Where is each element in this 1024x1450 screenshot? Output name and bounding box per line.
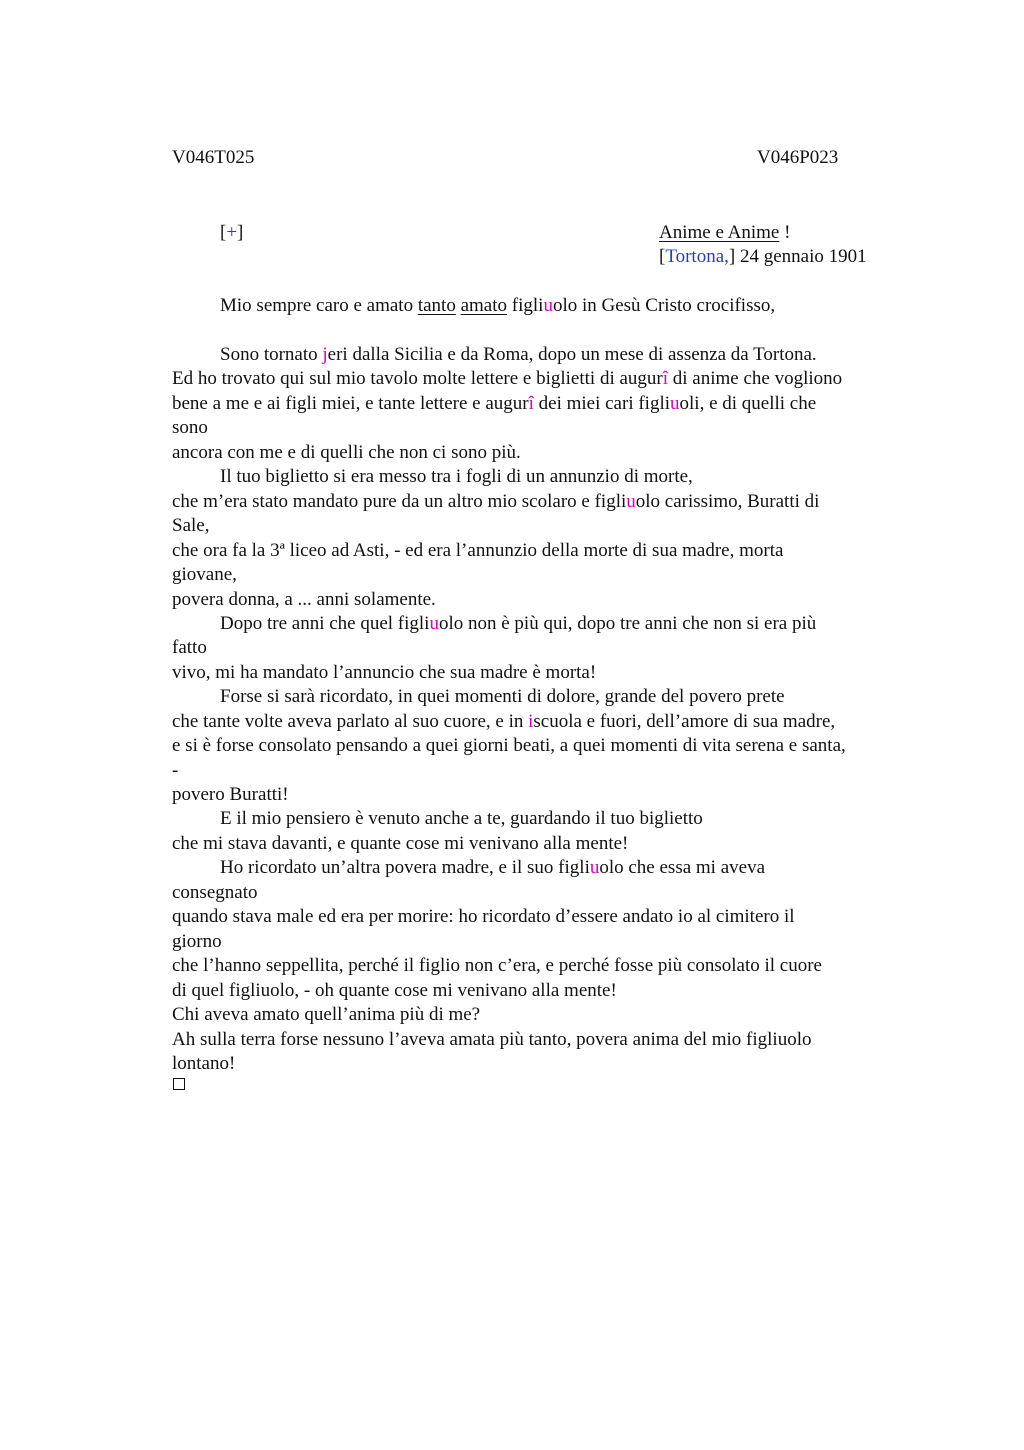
- body-line: [172, 392, 816, 416]
- text-run: Ho ricordato un’altra povera madre, e il suo figli: [220, 857, 590, 878]
- body-line: [172, 710, 835, 734]
- body-line: consegnato: [172, 882, 258, 903]
- body-line: [220, 343, 817, 367]
- body-line: -: [172, 760, 179, 781]
- text-run: oli, e di quelli che: [679, 393, 817, 414]
- body-line: [220, 856, 765, 880]
- body-line: che mi stava davanti, e quante cose mi venivano alla mente!: [172, 833, 629, 854]
- body-line: Il tuo biglietto si era messo tra i fogli di un annunzio di morte,: [220, 466, 693, 487]
- highlighted-letter: î: [662, 368, 669, 389]
- title-underlined: Anime e Anime: [659, 222, 780, 243]
- text-run: di anime che vogliono: [668, 368, 843, 389]
- body-line: giovane,: [172, 564, 237, 585]
- body-line: fatto: [172, 637, 207, 658]
- body-line: che ora fa la 3ª liceo ad Asti, - ed era l’annunzio della morte di sua madre, morta: [172, 540, 784, 561]
- text-run: scuola e fuori, dell’amore di sua madre,: [533, 711, 836, 732]
- body-line: Chi aveva amato quell’anima più di me?: [172, 1004, 481, 1025]
- body-line: [172, 367, 842, 391]
- text-run: bene a me e ai figli miei, e tante lettere e augur: [172, 393, 529, 414]
- text-run: olo non è più qui, dopo tre anni che non si era più: [438, 613, 817, 634]
- body-line: Forse si sarà ricordato, in quei momenti di dolore, grande del povero prete: [220, 686, 785, 707]
- highlighted-letter: u: [589, 857, 600, 878]
- body-line: di quel figliuolo, - oh quante cose mi venivano alla mente!: [172, 980, 617, 1001]
- body-line: povero Buratti!: [172, 784, 289, 805]
- text-run: Mio sempre caro e amato: [220, 295, 418, 316]
- highlighted-letter: u: [626, 491, 636, 512]
- text-run: che tante volte aveva parlato al suo cuore, e in: [172, 711, 529, 732]
- underlined-word: tanto: [417, 295, 456, 316]
- highlighted-letter: î: [528, 393, 534, 414]
- text-run: olo carissimo, Buratti di: [635, 491, 820, 512]
- place-bracket: [: [659, 246, 666, 267]
- bracket-close: ]: [237, 222, 244, 243]
- body-line: sono: [172, 417, 208, 438]
- place-date: [659, 246, 867, 268]
- salutation: [220, 294, 775, 318]
- text-run: Ed ho trovato qui sul mio tavolo molte lettere e biglietti di augur: [172, 368, 663, 389]
- text-run: eri dalla Sicilia e da Roma, dopo un mese di assenza da Tortona.: [327, 344, 817, 365]
- body-line: Sale,: [172, 515, 210, 536]
- body-line: e si è forse consolato pensando a quei giorni beati, a quei momenti di vita serena e santa,: [172, 735, 846, 756]
- highlighted-letter: i: [528, 711, 534, 732]
- page-code-right: V046P023: [757, 147, 839, 168]
- document-code-left: V046T025: [172, 147, 255, 168]
- body-line: giorno: [172, 931, 222, 952]
- place-name: Tortona,: [665, 246, 729, 267]
- text-run: Sono tornato: [220, 344, 323, 365]
- date-text: ] 24 gennaio 1901: [728, 246, 867, 267]
- body-line: [220, 612, 816, 636]
- highlighted-letter: j: [322, 344, 328, 365]
- highlighted-letter: u: [670, 393, 680, 414]
- highlighted-letter: u: [543, 295, 553, 316]
- text-run: che m’era stato mandato pure da un altro mio scolaro e figli: [172, 491, 627, 512]
- body-line: quando stava male ed era per morire: ho ricordato d’essere andato io al cimitero il: [172, 906, 795, 927]
- text-run: olo che essa mi aveva: [599, 857, 765, 878]
- body-line: lontano!: [172, 1053, 236, 1074]
- body-line: Ah sulla terra forse nessuno l’aveva amata più tanto, povera anima del mio figliuolo: [172, 1029, 812, 1050]
- text-run: olo in Gesù Cristo crocifisso,: [552, 295, 776, 316]
- body-line: che l’hanno seppellita, perché il figlio non c’era, e perché fosse più consolato il cuore: [172, 955, 822, 976]
- underlined-word: amato: [460, 295, 508, 316]
- letter-title: [659, 222, 790, 244]
- body-line: vivo, mi ha mandato l’annuncio che sua madre è morta!: [172, 662, 597, 683]
- body-line: ancora con me e di quelli che non ci sono più.: [172, 442, 521, 463]
- body-line: povera donna, a ... anni solamente.: [172, 589, 436, 610]
- end-square-icon: [173, 1078, 185, 1090]
- title-exclamation: !: [779, 222, 791, 243]
- text-run: Dopo tre anni che quel figli: [220, 613, 430, 634]
- text-run: figli: [507, 295, 544, 316]
- body-line: [172, 490, 819, 514]
- highlighted-letter: u: [429, 613, 439, 634]
- body-line: E il mio pensiero è venuto anche a te, guardando il tuo biglietto: [220, 808, 703, 829]
- plus-icon: +: [226, 222, 238, 243]
- insert-marker: [220, 222, 243, 244]
- text-run: dei miei cari figli: [533, 393, 671, 414]
- bracket-open: [: [220, 222, 227, 243]
